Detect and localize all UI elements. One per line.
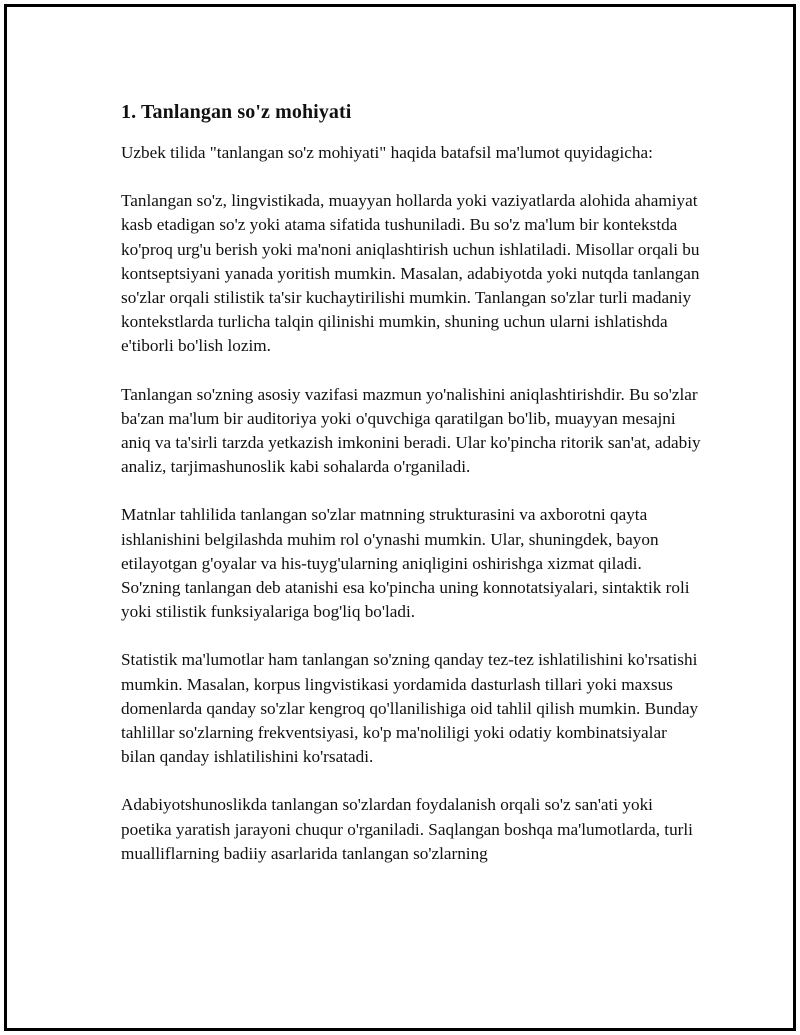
function-paragraph: Tanlangan so'zning asosiy vazifasi mazmun yo'nalishini aniqlashtirishdir. Bu so'zlar ba'zan ma'lum bir auditoriya yoki o'quvchiga qaratilgan bo'lib, muayyan mesajni aniq va ta'sirli tarzda yetkazish imkonini beradi. Ular ko'pincha ritorik san'at, adabiy analiz, tarjimashunoslik kabi sohalarda o'rganiladi. xyxy=(121,384,701,477)
definition-paragraph: Tanlangan so'z, lingvistikada, muayyan hollarda yoki vaziyatlarda alohida ahamiyat kasb etadigan so'z yoki atama sifatida tushuniladi. Bu so'z ma'lum bir kontekstda ko'proq urg'u berish yoki ma'noni aniqlashtirish uchun ishlatiladi. Misollar orqali bu kontseptsiyani yanada yoritish mumkin. Masalan, adabiyotda yoki nutqda tanlangan so'zlar orqali stilistik ta'sir kuchaytirilishi mumkin. Tanlangan so'zlar turli madaniy kontekstlarda turlicha talqin qilinishi mumkin, shuning uchun ularni ishlatishda e'tiborli bo'lish lozim. xyxy=(121,191,700,356)
literary-studies-paragraph: Adabiyotshunoslikda tanlangan so'zlardan foydalanish orqali so'z san'ati yoki poetika yaratish jarayoni chuqur o'rganiladi. Saqlangan boshqa ma'lumotlarda, turli mualliflarning badiiy asarlarida tanlangan so'zlarning xyxy=(121,795,693,863)
intro-paragraph: Uzbek tilida "tanlangan so'z mohiyati" haqida batafsil ma'lumot quyidagicha: xyxy=(121,143,653,162)
page-frame xyxy=(4,4,796,1031)
statistics-paragraph: Statistik ma'lumotlar ham tanlangan so'zning qanday tez-tez ishlatilishini ko'rsatishi mumkin. Masalan, korpus lingvistikasi yordamida dasturlash tillari yoki maxsus domenlarda qanday so'zlar kengroq qo'llanilishiga oid tahlil qilish mumkin. Bunday tahlillar so'zlarning frekventsiyasi, ko'p ma'noliligi yoki odatiy kombinatsiyalar bilan qanday ishlatilishini ko'rsatadi. xyxy=(121,650,699,767)
document-body xyxy=(121,99,701,890)
section-heading: 1. Tanlangan so'z mohiyati xyxy=(121,101,352,123)
text-analysis-paragraph: Matnlar tahlilida tanlangan so'zlar matnning strukturasini va axborotni qayta ishlanishini belgilashda muhim rol o'ynashi mumkin. Ular, shuningdek, bayon etilayotgan g'oyalar va his-tuyg'ularning aniqligini oshirishga xizmat qiladi. So'zning tanlangan deb atanishi esa ko'pincha uning konnotatsiyalari, sintaktik roli yoki stilistik funksiyalariga bog'liq bo'ladi. xyxy=(121,505,690,622)
